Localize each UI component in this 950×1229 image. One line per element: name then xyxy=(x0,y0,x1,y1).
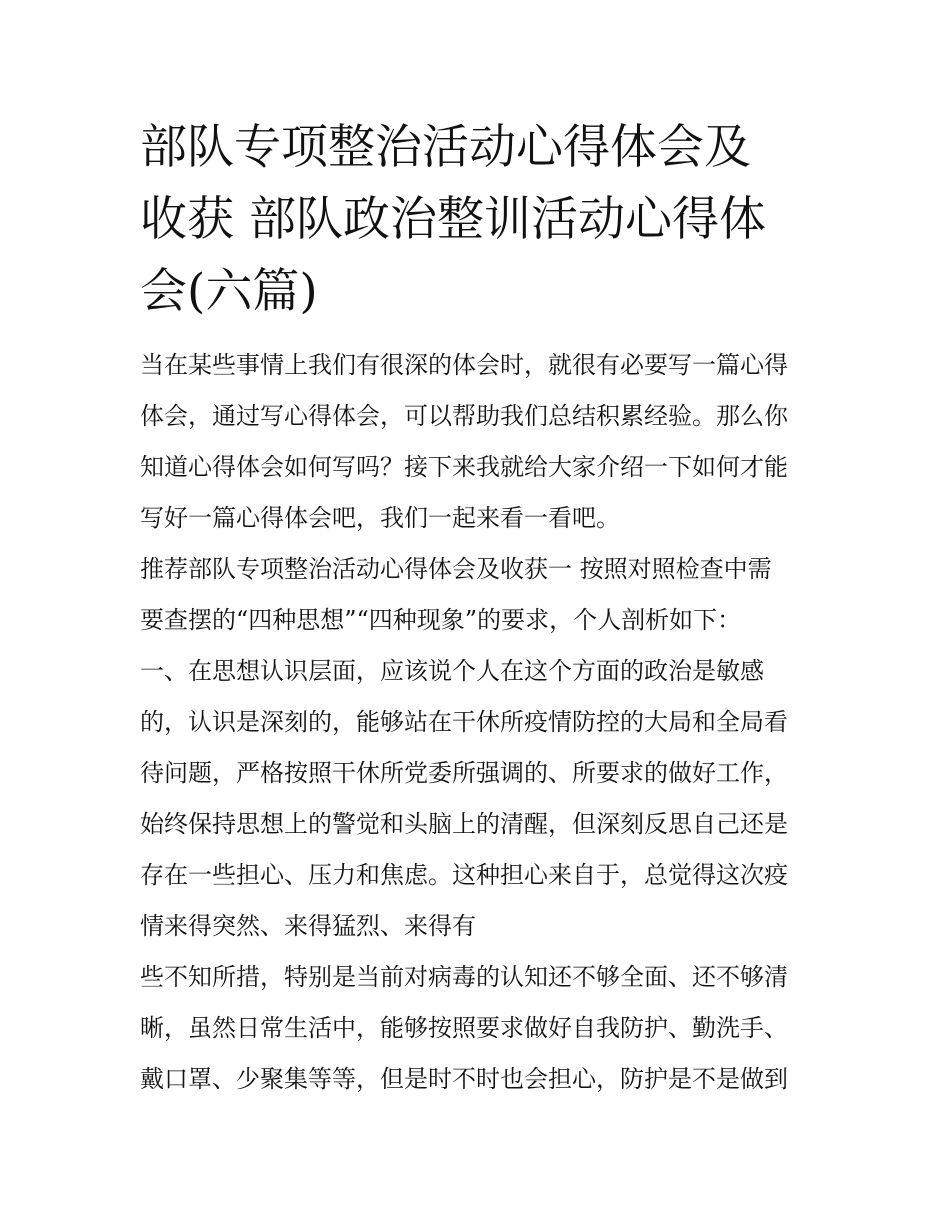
body-line: 存在一些担心、压力和焦虑。这种担心来自于，总觉得这次疫 xyxy=(140,861,788,889)
body-line: 待问题，严格按照干休所党委所强调的、所要求的做好工作， xyxy=(140,759,788,787)
body-line: 的，认识是深刻的，能够站在干休所疫情防控的大局和全局看 xyxy=(140,708,788,736)
body-line: 晰，虽然日常生活中，能够按照要求做好自我防护、勤洗手、 xyxy=(140,1014,788,1042)
body-line: 一、在思想认识层面，应该说个人在这个方面的政治是敏感 xyxy=(140,657,764,685)
body-line: 戴口罩、少聚集等等，但是时不时也会担心，防护是不是做到 xyxy=(140,1065,788,1093)
body-line: 些不知所措，特别是当前对病毒的认知还不够全面、还不够清 xyxy=(140,963,788,991)
body-line: 始终保持思想上的警觉和头脑上的清醒，但深刻反思自己还是 xyxy=(140,810,788,838)
document-page xyxy=(140,112,820,1105)
title-line: 收获 部队政治整训活动心得体 xyxy=(140,192,766,247)
title-line: 部队专项整治活动心得体会及 xyxy=(140,120,751,175)
body-line: 当在某些事情上我们有很深的体会时，就很有必要写一篇心得 xyxy=(140,351,788,379)
body-line: 推荐部队专项整治活动心得体会及收获一 按照对照检查中需 xyxy=(140,555,772,583)
title-line: 会(六篇) xyxy=(140,264,318,319)
document-body xyxy=(140,340,820,1105)
body-line: 要查摆的“四种思想”“四种现象”的要求，个人剖析如下： xyxy=(140,606,742,634)
body-line: 情来得突然、来得猛烈、来得有 xyxy=(140,912,476,940)
body-line: 知道心得体会如何写吗？接下来我就给大家介绍一下如何才能 xyxy=(140,453,788,481)
document-title xyxy=(140,112,820,328)
body-line: 体会，通过写心得体会，可以帮助我们总结积累经验。那么你 xyxy=(140,402,788,430)
body-line: 写好一篇心得体会吧，我们一起来看一看吧。 xyxy=(140,504,620,532)
